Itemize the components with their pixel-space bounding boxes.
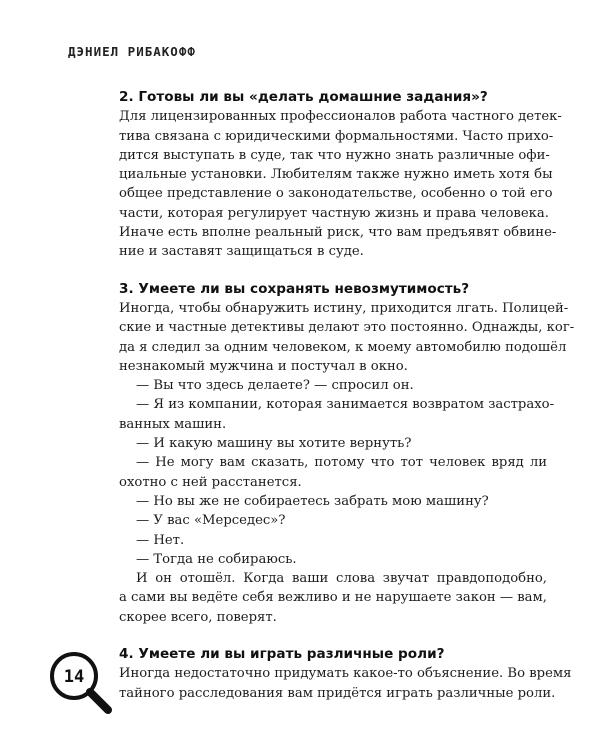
paragraph-line: И он отошёл. Когда ваши слова звучат правдоподобно, [136, 571, 547, 587]
paragraph-line: а сами вы ведёте себя вежливо и не нарушаете закон — вам, [119, 590, 547, 606]
dialogue-line: — Вы что здесь делаете? — спросил он. [136, 378, 414, 394]
paragraph-line: части, которая регулирует частную жизнь и права человека. [119, 205, 549, 221]
paragraph-line: дится выступать в суде, так что нужно знать различные офи- [119, 147, 550, 163]
paragraph-line: тива связана с юридическими формальностями. Часто прихо- [119, 128, 554, 144]
paragraph-line: да я следил за одним человеком, к моему автомобилю подошёл [119, 339, 567, 355]
paragraph-line: незнакомый мужчина и постучал в окно. [119, 358, 408, 374]
dialogue-line: — Не могу вам сказать, потому что тот человек вряд ли [136, 455, 547, 471]
paragraph-line: Для лицензированных профессионалов работа частного детек- [119, 109, 562, 125]
page-number-badge [48, 646, 118, 716]
running-header: ДЭНИЕЛ РИБАКОФФ [68, 44, 196, 59]
paragraph-line: Иногда недостаточно придумать какое-то объяснение. Во время [119, 666, 572, 682]
section-title: 2. Готовы ли вы «делать домашние задания»? [119, 89, 488, 105]
section-title: 3. Умеете ли вы сохранять невозмутимость? [119, 280, 470, 297]
dialogue-line: — У вас «Мерседес»? [136, 513, 286, 529]
dialogue-line: — И какую машину вы хотите вернуть? [136, 436, 412, 452]
section-4 [119, 645, 572, 703]
paragraph-line: Иначе есть вполне реальный риск, что вам предъявят обвине- [119, 225, 557, 241]
section-2 [119, 88, 562, 262]
paragraph-line: общее представление о законодательстве, особенно о той его [119, 186, 553, 202]
page-body [119, 88, 575, 703]
dialogue-line: охотно с ней расстанется. [119, 474, 302, 490]
section-3 [119, 280, 575, 627]
section-title: 4. Умеете ли вы играть различные роли? [119, 646, 445, 663]
paragraph-line: скорее всего, поверят. [119, 609, 277, 625]
paragraph-line: ние и заставят защищаться в суде. [119, 244, 364, 260]
dialogue-line: — Я из компании, которая занимается возвратом застрахо- [136, 397, 555, 413]
paragraph-line: Иногда, чтобы обнаружить истину, приходится лгать. Полицей- [119, 300, 569, 316]
paragraph-line: тайного расследования вам придётся играть различные роли. [119, 685, 556, 701]
page-number: 14 [63, 667, 85, 687]
dialogue-line: — Нет. [136, 532, 185, 548]
dialogue-line: — Но вы же не собираетесь забрать мою машину? [136, 493, 489, 509]
dialogue-line: ванных машин. [119, 416, 227, 432]
dialogue-line: — Тогда не собираюсь. [136, 551, 297, 567]
paragraph-line: циальные установки. Любителям также нужно иметь хотя бы [119, 167, 553, 183]
paragraph-line: ские и частные детективы делают это постоянно. Однажды, ког- [119, 320, 575, 336]
